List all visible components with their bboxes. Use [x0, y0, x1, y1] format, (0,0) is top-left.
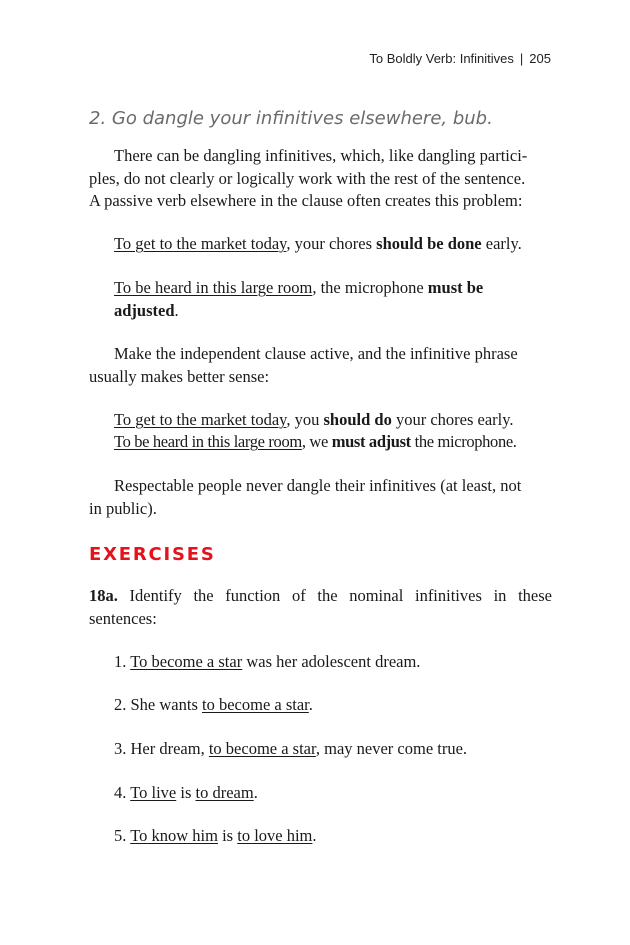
item-text: . — [308, 695, 313, 714]
exercise-prompt-text: Identify the function of the nominal infinitives in these sentences: — [89, 586, 552, 628]
verb-phrase: should do — [323, 410, 392, 429]
exercise-item-4 — [114, 782, 258, 805]
paragraph-dangling-intro — [89, 145, 552, 213]
infinitive-phrase: to become a star — [202, 695, 309, 714]
page-number: 205 — [529, 51, 551, 66]
example-text: , you — [286, 410, 324, 429]
paragraph-line: Make the independent clause active, and the infinitive phrase — [114, 344, 518, 363]
infinitive-phrase: To be heard in this large room — [114, 278, 313, 297]
paragraph-line: ples, do not clearly or logically work with the rest of the sentence. — [89, 168, 526, 188]
example-text: , we — [301, 432, 332, 451]
verb-phrase: should be done — [376, 234, 482, 253]
paragraph-line: A passive verb elsewhere in the clause often creates this problem: — [89, 191, 523, 210]
infinitive-phrase: To live — [130, 783, 177, 802]
item-number: 1. — [114, 652, 131, 671]
item-number: 3. — [114, 739, 131, 758]
example-text: early. — [481, 234, 522, 253]
example-sentence — [114, 431, 554, 454]
item-text: . — [253, 783, 258, 802]
running-head — [369, 51, 551, 66]
paragraph-line: in public). — [89, 498, 157, 518]
exercise-prompt — [89, 585, 552, 630]
section-heading: 2. Go dangle your infinitives elsewhere, bub. — [89, 108, 493, 129]
exercise-item-3 — [114, 738, 467, 761]
running-head-title: To Boldly Verb: Infinitives — [369, 51, 514, 66]
item-text: is — [176, 783, 196, 802]
item-text: . — [312, 826, 317, 845]
example-sentence — [114, 409, 554, 432]
infinitive-phrase: to become a star — [208, 739, 316, 758]
paragraph-active-clause — [89, 343, 552, 388]
exercise-item-1 — [114, 651, 420, 674]
paragraph-line: Respectable people never dangle their infinitives (at least, not — [114, 476, 522, 495]
example-text: , the microphone — [312, 278, 428, 297]
example-sentence — [114, 233, 554, 256]
example-text: the microphone. — [410, 432, 517, 451]
paragraph-line: usually makes better sense: — [89, 366, 270, 386]
item-text: is — [217, 826, 238, 845]
infinitive-phrase: to love him — [237, 826, 313, 845]
example-text: . — [174, 300, 179, 320]
exercises-heading: EXERCISES — [89, 544, 216, 565]
running-head-separator: | — [519, 51, 524, 66]
verb-phrase: must adjust — [331, 432, 411, 451]
infinitive-phrase: To know him — [130, 826, 218, 845]
item-number: 2. — [114, 695, 131, 714]
example-sentence — [114, 277, 524, 322]
paragraph-respectable — [89, 475, 552, 520]
infinitive-phrase: To be heard in this large room — [114, 432, 302, 451]
infinitive-phrase: To become a star — [130, 652, 243, 671]
item-text: She wants — [130, 695, 202, 714]
example-text: , your chores — [286, 234, 377, 253]
item-text: Her dream, — [130, 739, 209, 758]
infinitive-phrase: To get to the market today — [114, 410, 287, 429]
item-number: 5. — [114, 826, 131, 845]
item-number: 4. — [114, 783, 131, 802]
item-text: was her adolescent dream. — [242, 652, 421, 671]
exercise-item-2 — [114, 694, 313, 717]
exercise-label: 18a. — [89, 586, 118, 605]
verb-phrase: must be adjusted — [114, 278, 484, 320]
item-text: , may never come true. — [315, 739, 468, 758]
exercise-item-5 — [114, 825, 317, 848]
infinitive-phrase: to dream — [195, 783, 254, 802]
paragraph-line: There can be dangling infinitives, which, like dangling partici- — [114, 146, 528, 165]
example-text: your chores early. — [391, 410, 514, 429]
infinitive-phrase: To get to the market today — [114, 234, 287, 253]
